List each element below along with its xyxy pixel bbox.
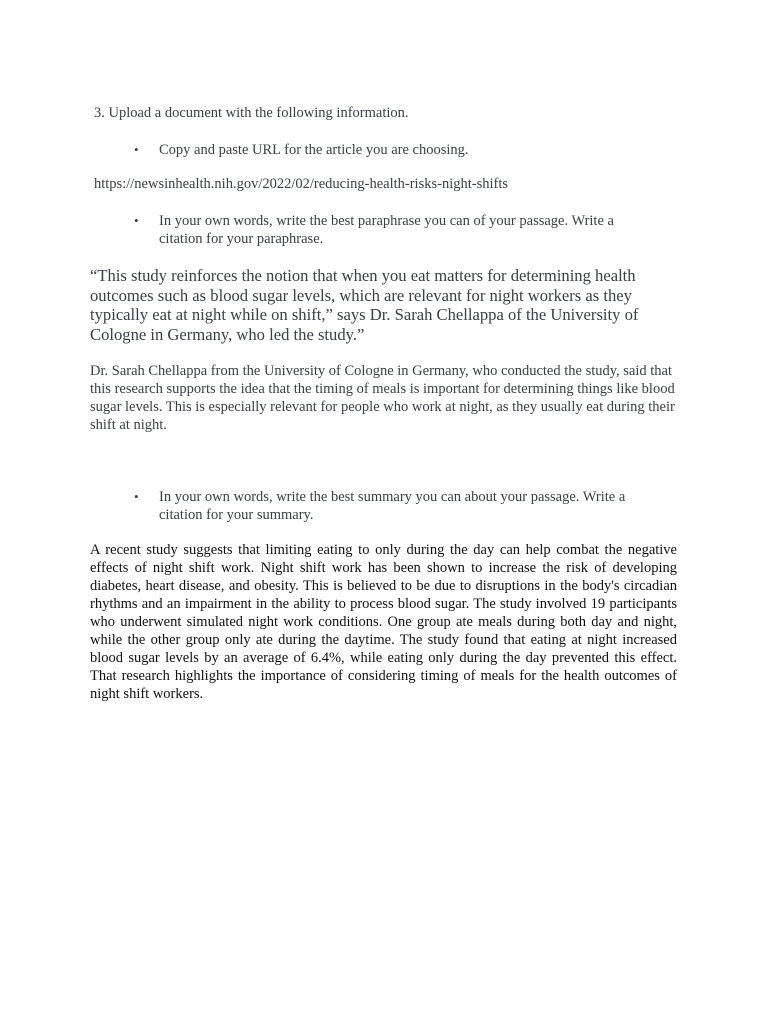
quote-passage: “This study reinforces the notion that when you eat matters for determining health outcomes such as blood sugar levels, which are relevant for night workers as they typically eat at night while on shift,” says Dr. Sarah Chellappa of the University of Cologne in Germany, who led the study.” <box>90 266 639 344</box>
bullet-paraphrase-instruction <box>134 212 654 248</box>
article-url: https://newsinhealth.nih.gov/2022/02/reducing-health-risks-night-shifts <box>94 176 509 192</box>
bullet-icon: • <box>134 142 139 157</box>
bullet-icon: • <box>134 489 139 504</box>
step-heading: 3. Upload a document with the following information. <box>94 105 409 121</box>
bullet-url-instruction <box>134 141 654 159</box>
bullet-summary-instruction <box>134 488 654 524</box>
bullet-paraphrase-instruction-text: In your own words, write the best paraphrase you can of your passage. Write a citation for your paraphrase. <box>159 213 614 247</box>
summary-text: A recent study suggests that limiting eating to only during the day can help combat the negative effects of night shift work. Night shift work has been shown to increase the risk of developing diabetes, heart disease, and obesity. This is believed to be due to disruptions in the body's circadian rhythms and an impairment in the ability to process blood sugar. The study involved 19 participants who underwent simulated night work conditions. One group ate meals during both day and night, while the other group only ate during the daytime. The study found that eating at night increased blood sugar levels by an average of 6.4%, while eating only during the day prevented this effect. That research highlights the importance of considering timing of meals for the health outcomes of night shift workers. <box>90 542 677 702</box>
bullet-icon: • <box>134 213 139 228</box>
bullet-summary-instruction-text: In your own words, write the best summary you can about your passage. Write a citation for your summary. <box>159 489 626 523</box>
bullet-url-instruction-text: Copy and paste URL for the article you are choosing. <box>159 142 469 158</box>
paraphrase-text: Dr. Sarah Chellappa from the University of Cologne in Germany, who conducted the study, said that this research supports the idea that the timing of meals is important for determining things like blood sugar levels. This is especially relevant for people who work at night, as they usually eat during their shift at night. <box>90 363 675 433</box>
